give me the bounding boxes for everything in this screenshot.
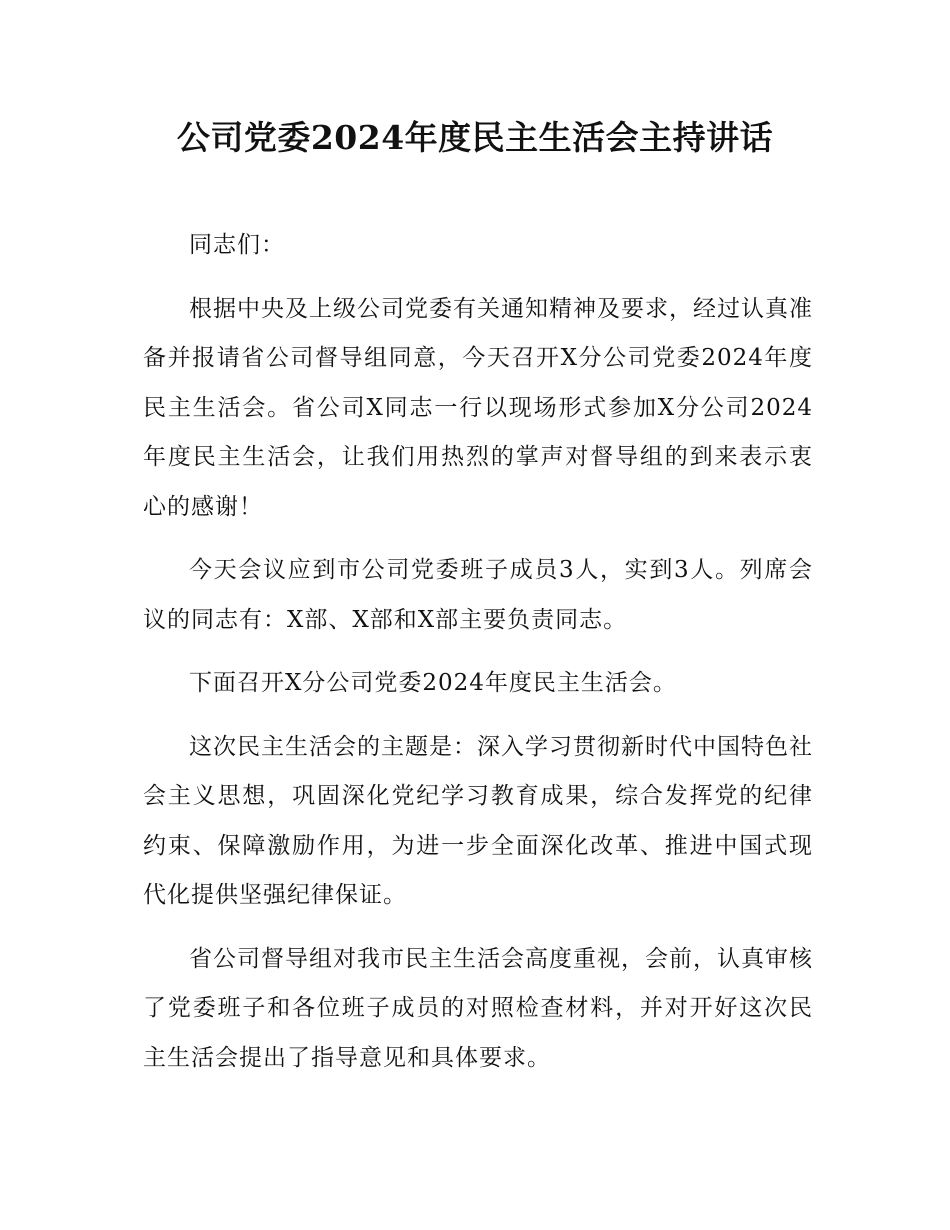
- supervision-paragraph: 省公司督导组对我市民主生活会高度重视，会前，认真审核了党委班子和各位班子成员的对照检查材料，并对开好这次民主生活会提出了指导意见和具体要求。: [143, 945, 813, 1071]
- attendance-paragraph: 今天会议应到市公司党委班子成员3人，实到3人。列席会议的同志有：X部、X部和X部主要负责同志。: [143, 557, 813, 633]
- salutation-paragraph: 同志们：: [189, 232, 285, 258]
- document-body: [143, 221, 813, 1097]
- theme-paragraph: 这次民主生活会的主题是：深入学习贯彻新时代中国特色社会主义思想，巩固深化党纪学习教育成果，综合发挥党的纪律约束、保障激励作用，为进一步全面深化改革、推进中国式现代化提供坚强纪律保证。: [143, 733, 813, 908]
- document-title: 公司党委2024年度民主生活会主持讲话: [176, 118, 774, 157]
- opening-paragraph: 根据中央及上级公司党委有关通知精神及要求，经过认真准备并报请省公司督导组同意，今天召开X分公司党委2024年度民主生活会。省公司X同志一行以现场形式参加X分公司2024年度民主生活会，让我们用热烈的掌声对督导组的到来表示衷心的感谢！: [143, 295, 813, 520]
- meeting-start-paragraph: 下面召开X分公司党委2024年度民主生活会。: [189, 670, 677, 696]
